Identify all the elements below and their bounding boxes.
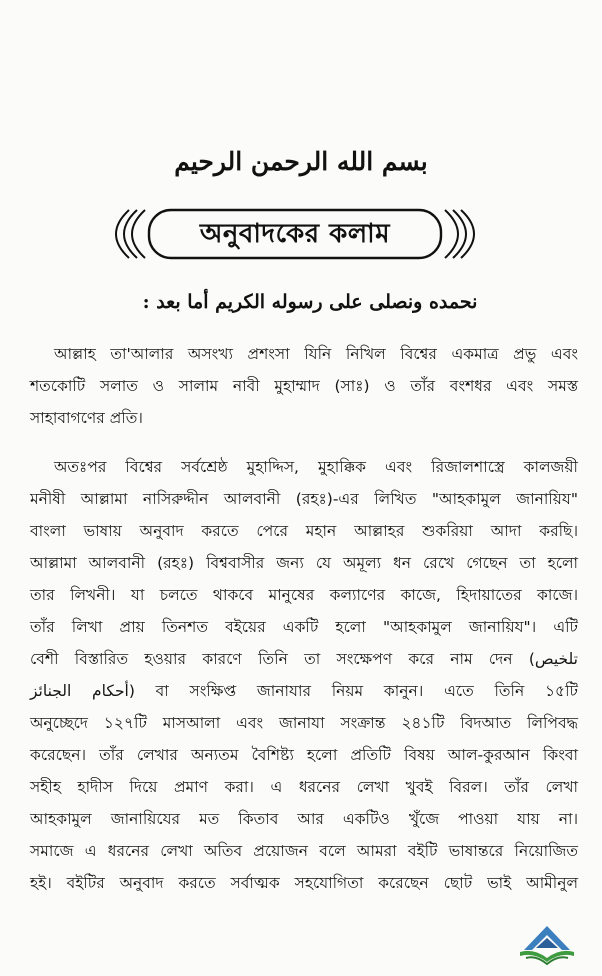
text-line: তার লিখনী। যা চলতে থাকবে মানুষের কল্যাণের কাজে, হিদায়াতের কাজে। (30, 586, 578, 604)
text-line: অনুচ্ছেদে ১২৭টি মাসআলা এবং জানাযা সংক্রান্ত ২৪১টি বিদআত লিপিবদ্ধ (30, 714, 578, 732)
text-line: হই। বইটির অনুবাদ করতে সর্বাত্মক সহযোগিতা করেছেন ছোট ভাই আমীনুল (30, 874, 578, 892)
bismillah-heading: بسم الله الرحمن الرحيم (174, 147, 428, 176)
text-line: মনীষী আল্লামা নাসিরুদ্দীন আলবানী (রহঃ)-এর লিখিত "আহকামুল জানায়িয" (30, 490, 578, 508)
text-line: সাহাবাগণের প্রতি। (30, 409, 143, 427)
text-line: করেছেন। তাঁর লেখার অন্যতম বৈশিষ্ট্য হলো প্রতিটি বিষয় আল-কুরআন কিংবা (30, 746, 578, 764)
text-line: সমাজে এ ধরনের লেখা অতিব প্রয়োজন বলে আমরা বইটি ভাষান্তরে নিয়োজিত (30, 842, 578, 860)
publisher-logo-icon (518, 920, 576, 966)
page-title: অনুবাদকের কলাম (199, 219, 391, 249)
text-line: আল্লামা আলবানী (রহঃ) বিশ্ববাসীর জন্য যে অমূল্য ধন রেখে গেছেন তা হলো (30, 554, 578, 572)
text-line: অতঃপর বিশ্বের সর্বশ্রেষ্ঠ মুহাদ্দিস, মুহাক্কিক এবং রিজালশাস্ত্রে কালজয়ী (54, 458, 578, 476)
text-line: আল্লাহ তা'আলার অসংখ্য প্রশংসা যিনি নিখিল বিশ্বের একমাত্র প্রভু এবং (54, 345, 578, 363)
text-line: বাংলা ভাষায় অনুবাদ করতে পেরে মহান আল্লাহর শুকরিয়া আদা করছি। (30, 522, 578, 540)
text-line: তাঁর লিখা প্রায় তিনশত বইয়ের একটি হলো "আহকামুল জানায়িয"। এটি (30, 618, 578, 636)
hamd-line: نحمده ونصلى على رسوله الكريم أما بعد : (142, 291, 478, 313)
text-line: أحكام الجنائز) বা সংক্ষিপ্ত জানাযার নিয়ম কানুন। এতে তিনি ১৫টি (30, 682, 578, 700)
text-line: আহকামুল জানায়িযের মত কিতাব আর একটিও খুঁজে পাওয়া যায় না। (30, 810, 578, 828)
title-frame (115, 206, 475, 262)
text-line: শতকোটি সলাত ও সালাম নাবী মুহাম্মাদ (সাঃ) ও তাঁর বংশধর এবং সমস্ত (30, 377, 578, 395)
text-line: সহীহ হাদীস দিয়ে প্রমাণ করা। এ ধরনের লেখা খুবই বিরল। তাঁর লেখা (30, 778, 578, 796)
text-line: বেশী বিস্তারিত হওয়ার কারণে তিনি তা সংক্ষেপণ করে নাম দেন (تلخيص (30, 650, 578, 668)
